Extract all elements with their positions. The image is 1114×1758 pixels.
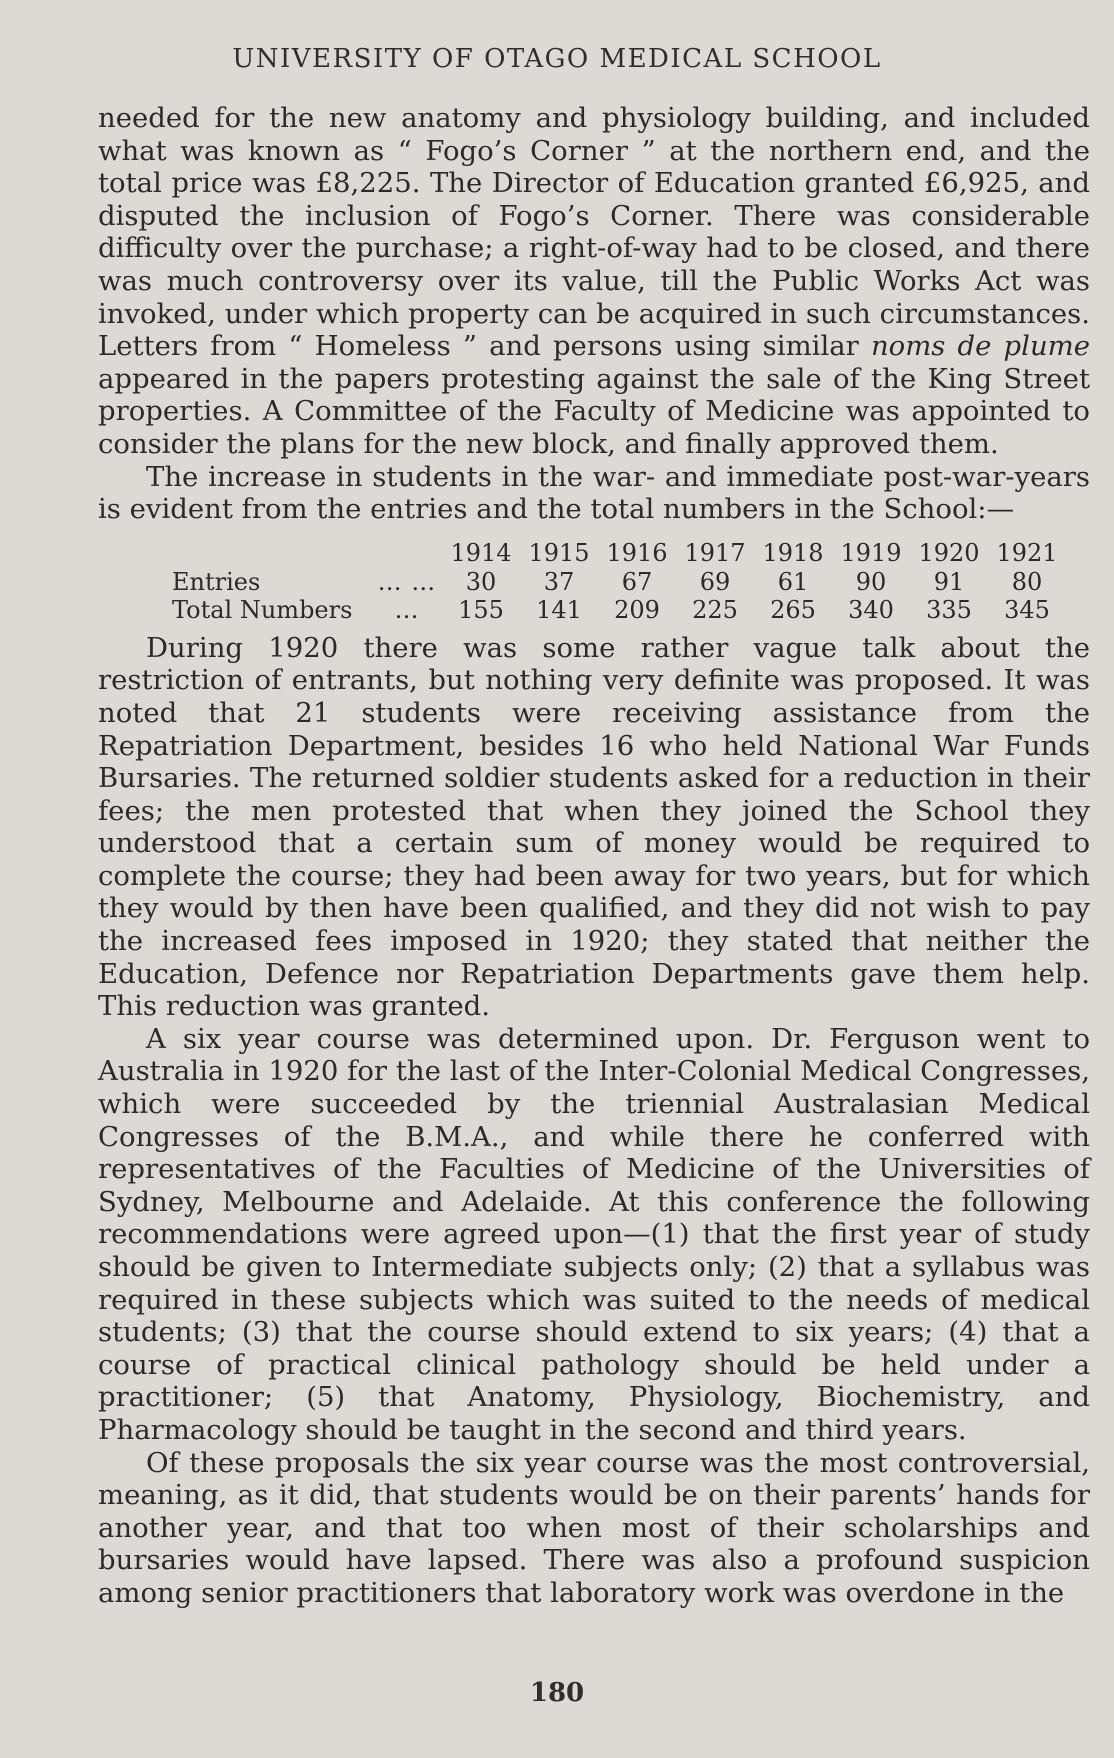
page-number: 180: [529, 1678, 585, 1708]
body-text: [98, 102, 1090, 1610]
table-cell: 155: [458, 595, 504, 624]
table-cell: 91: [933, 567, 965, 596]
paragraph-1-text: needed for the new anatomy and physiology building, and included what was known as “ Fogo’s Corner ” at the northern end, and the total price was £8,225. The Director of Education granted £6,925, and disputed the inclusion of Fogo’s Corner. There was considerable difficulty over the purchase; a right-of-way had to be closed, and there was much controversy over its value, till the Public Works Act was invoked, under which property can be acquired in such circumstances. Letters from “ Homeless ” and persons using similar: [98, 102, 1090, 363]
table-cell: 340: [848, 595, 894, 624]
table-cell: 209: [614, 595, 660, 624]
student-numbers-table: [172, 538, 1066, 624]
paragraph-4: A six year course was determined upon. Dr. Ferguson went to Australia in 1920 for the last of the Inter-Colonial Medical Congresses, which were succeeded by the triennial Australasian Medical Congresses of the B.M.A., and while there he conferred with representatives of the Faculties of Medicine of the Universities of Sydney, Melbourne and Adelaide. At this conference the following recommendations were agreed upon—(1) that the first year of study should be given to Intermediate subjects only; (2) that a syllabus was required in these subjects which was suited to the needs of medical students; (3) that the course should extend to six years; (4) that a course of practical clinical pathology should be held under a practitioner; (5) that Anatomy, Physiology, Biochemistry, and Pharmacology should be taught in the second and third years.: [98, 1022, 1090, 1446]
table-cell: 80: [1011, 567, 1043, 596]
table-cell: 90: [855, 567, 887, 596]
table-cell: 225: [692, 595, 738, 624]
year-header: 1917: [684, 538, 746, 567]
running-header: UNIVERSITY OF OTAGO MEDICAL SCHOOL: [232, 44, 882, 74]
paragraph-3: During 1920 there was some rather vague talk about the restriction of entrants, but nothing very definite was proposed. It was noted that 21 students were receiving assistance from the Repatriation Department, besides 16 who held National War Funds Bursaries. The returned soldier students asked for a reduction in their fees; the men protested that when they joined the School they understood that a certain sum of money would be required to complete the course; they had been away for two years, but for which they would by then have been qualified, and they did not wish to pay the increased fees imposed in 1920; they stated that neither the Education, Defence nor Repatriation Departments gave them help. This reduction was granted.: [98, 631, 1090, 1023]
table-header-row: [172, 538, 1066, 568]
paragraph-1-end: appeared in the papers protesting against the sale of the King Street properties. A Committee of the Faculty of Medicine was appointed to consider the plans for the new block, and finally approved them.: [98, 362, 1090, 460]
year-header: 1916: [606, 538, 668, 567]
table-cell: 37: [543, 567, 575, 596]
paragraph-1: [98, 102, 1090, 461]
table-cell: 265: [770, 595, 816, 624]
leader-dots: …: [394, 595, 420, 624]
table-row-total-numbers: [172, 596, 1066, 624]
table-cell: 67: [621, 567, 653, 596]
row-label: Total Numbers: [172, 595, 353, 624]
paragraph-5: Of these proposals the six year course was the most controversial, meaning, as it did, that students would be on their parents’ hands for another year, and that too when most of their scholarships and bursaries would have lapsed. There was also a profound suspicion among senior practitioners that laboratory work was overdone in the: [98, 1446, 1090, 1609]
table-cell: 141: [536, 595, 582, 624]
paragraph-1-italic: noms de plume: [870, 330, 1091, 363]
year-header: 1918: [762, 538, 824, 567]
table-cell: 61: [777, 567, 809, 596]
year-header: 1920: [918, 538, 980, 567]
table-cell: 345: [1004, 595, 1050, 624]
year-header: 1921: [996, 538, 1058, 567]
year-header: 1914: [450, 538, 512, 567]
table-cell: 335: [926, 595, 972, 624]
table-cell: 69: [699, 567, 731, 596]
table-row-entries: [172, 568, 1066, 596]
leader-dots: … …: [377, 567, 437, 596]
row-label: Entries: [172, 567, 261, 596]
paragraph-2: The increase in students in the war- and immediate post-war-years is evident from the entries and the total numbers in the School:—: [98, 460, 1090, 526]
year-header: 1919: [840, 538, 902, 567]
year-header: 1915: [528, 538, 590, 567]
table-cell: 30: [465, 567, 497, 596]
